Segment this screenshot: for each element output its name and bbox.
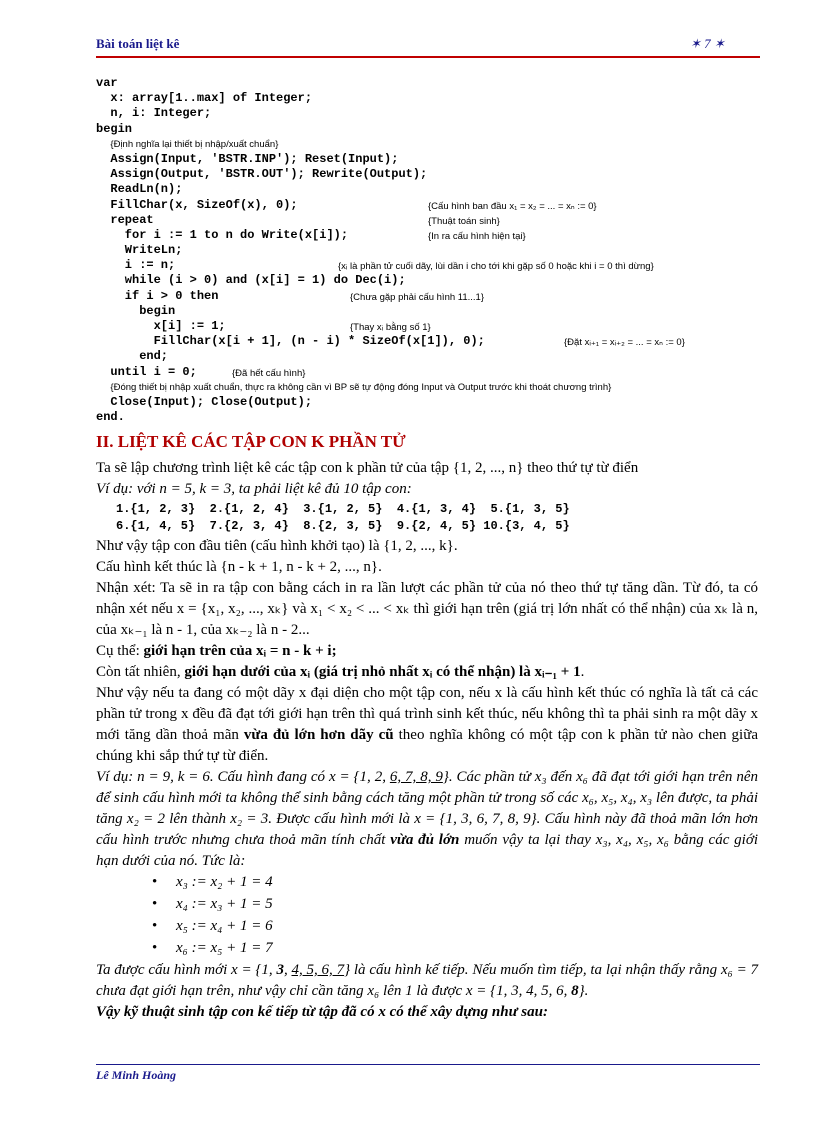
code-line <box>96 258 776 273</box>
text: muốn vậy ta lại thay x₃, x₄, x₅, x₆ bằng các giới hạn dưới của nó. Tức là: <box>96 832 759 869</box>
code-comment: {Định nghĩa lại thiết bị nhập/xuất chuẩn} <box>110 138 279 150</box>
paragraph: Vậy kỹ thuật sinh tập con kế tiếp từ tập đã có x có thể xây dựng như sau: <box>96 1004 548 1020</box>
section-title: II. LIỆT KÊ CÁC TẬP CON K PHẦN TỬ <box>96 432 406 451</box>
code-text: until i = 0; <box>96 364 197 379</box>
code-line <box>96 122 776 137</box>
underlined-text: 6, 7, 8, 9 <box>389 769 443 785</box>
code-text: for i := 1 to n do Write(x[i]); <box>96 227 349 242</box>
bold-text: giới hạn dưới của xᵢ (giá trị nhỏ nhất xᵢ có thể nhận) là xᵢ₋₁ + 1 <box>184 664 581 680</box>
example-intro: Ví dụ: với n = 5, k = 3, ta phải liệt kê đủ 10 tập con: <box>96 481 412 497</box>
text: theo nghĩa không có một tập con k phần tử nào chen giữa chúng khi sắp thứ tự từ điển. <box>96 727 758 764</box>
paragraph <box>96 767 758 872</box>
code-line <box>96 106 776 121</box>
code-comment: {Đã hết cấu hình} <box>232 367 306 379</box>
body-text <box>96 458 758 1023</box>
paragraph <box>96 683 758 767</box>
code-text: ReadLn(n); <box>96 182 183 197</box>
list-item: • x₃ := x₂ + 1 = 4 <box>176 872 758 894</box>
code-text: FillChar(x, SizeOf(x), 0); <box>96 197 298 212</box>
list-item: • x₅ := x₄ + 1 = 6 <box>176 916 758 938</box>
code-line <box>96 137 776 152</box>
paragraph: Cấu hình kết thúc là {n - k + 1, n - k + 2, ..., n}. <box>96 559 382 575</box>
code-comment: {Thuật toán sinh} <box>428 215 500 227</box>
code-text: n, i: Integer; <box>96 106 212 121</box>
bold-text: 3 <box>276 962 284 978</box>
code-comment: {xᵢ là phần tử cuối dãy, lùi dần i cho tới khi gặp số 0 hoặc khi i = 0 thì dừng} <box>338 261 654 273</box>
code-text <box>96 137 110 151</box>
paragraph: Như vậy tập con đầu tiên (cấu hình khởi tạo) là {1, 2, ..., k}. <box>96 538 458 554</box>
code-line <box>96 289 776 304</box>
paragraph <box>96 641 758 662</box>
code-text: var <box>96 76 118 90</box>
code-comment: {Đặt xᵢ₊₁ = xᵢ₊₂ = ... = xₙ := 0} <box>564 337 685 349</box>
code-text: begin <box>96 121 133 136</box>
footer-divider <box>96 1064 760 1065</box>
code-text: FillChar(x[i + 1], (n - i) * SizeOf(x[1]), 0); <box>96 334 485 349</box>
code-text: while (i > 0) and (x[i] = 1) do Dec(i); <box>96 273 406 288</box>
code-text: Assign(Input, 'BSTR.INP'); Reset(Input); <box>96 151 399 166</box>
code-line <box>96 243 776 258</box>
code-text: x[i] := 1; <box>96 319 226 333</box>
example-line: 1.{1, 2, 3} 2.{1, 2, 4} 3.{1, 2, 5} 4.{1, 3, 4} 5.{1, 3, 5} <box>116 502 570 516</box>
code-line <box>96 198 776 213</box>
code-text: repeat <box>96 212 154 227</box>
pascal-code-block <box>96 76 776 425</box>
text: . <box>580 664 585 680</box>
code-text: begin <box>96 303 176 318</box>
paragraph <box>96 960 758 1002</box>
text: Cụ thể: <box>96 643 144 659</box>
code-line <box>96 273 776 288</box>
code-comment: {Cấu hình ban đầu x₁ = x₂ = ... = xₙ := 0} <box>428 200 597 212</box>
bold-text: 8 <box>571 983 579 999</box>
paragraph: Ta sẽ lập chương trình liệt kê các tập con k phần tử của tập {1, 2, ..., n} theo thứ tự từ điển <box>96 460 639 476</box>
code-comment: {Đóng thiết bị nhập xuất chuẩn, thực ra không cần vì BP sẽ tự động đóng Input và Output trước khi thoát chương trình} <box>110 381 612 393</box>
code-text: if i > 0 then <box>96 288 219 303</box>
text: }. Các phần tử x₃ đến x₆ đã đạt tới giới hạn trên nên để sinh cấu hình mới ta không thể sinh bằng cách tăng một phần tử trong số các x₆, x₅, x₄, x₃ lên được, ta phải tăng x₂ = 2 lên thành x₂ = 3. Được cấu hình mới là x = {1, 3, 6, 7, 8, 9}. Cấu hình này đã thoả mãn lớn hơn cấu hình trước nhưng chưa thoả mãn tính chất <box>96 769 758 848</box>
code-line <box>96 228 776 243</box>
bullet-list <box>96 872 758 960</box>
code-line <box>96 213 776 228</box>
list-item: • x₆ := x₅ + 1 = 7 <box>176 938 758 960</box>
text: , <box>283 962 292 978</box>
text: Ví dụ: n = 9, k = 6. Cấu hình đang có x = {1, 2, <box>96 769 390 785</box>
text: Ta được cấu hình mới x = {1, <box>96 962 277 978</box>
text: Như vậy nếu ta đang có một dãy x đại diện cho một tập con, nếu x là cấu hình kết thúc có nghĩa là tất cả các phần tử trong x đều đã đạt tới giới hạn trên thì quá trình sinh kết thúc, nếu không thì ta phải sinh ra một dãy x mới tăng dần thoả mãn <box>96 685 758 743</box>
code-line <box>96 182 776 197</box>
code-comment: {Chưa gặp phải cấu hình 11...1} <box>350 291 485 303</box>
list-item: • x₄ := x₃ + 1 = 5 <box>176 894 758 916</box>
code-text <box>96 380 110 394</box>
code-line <box>96 167 776 182</box>
running-header-title: Bài toán liệt kê <box>96 36 180 51</box>
code-line <box>96 319 776 334</box>
bold-text: vừa đủ lớn hơn dãy cũ <box>243 727 394 743</box>
code-comment: {Thay xᵢ bằng số 1} <box>350 322 431 333</box>
code-comment: {In ra cấu hình hiện tại} <box>428 230 526 242</box>
text: }. <box>578 983 589 999</box>
bold-text: vừa đủ lớn <box>390 832 460 848</box>
code-line <box>96 334 776 349</box>
text: } là cấu hình kế tiếp. Nếu muốn tìm tiếp, ta lại nhận thấy rằng x₆ = 7 chưa đạt giới hạn trên, như vậy chỉ cần tăng x₆ lên 1 là được x = {1, 3, 4, 5, 6, <box>96 962 759 999</box>
code-line <box>96 304 776 319</box>
bold-text: giới hạn trên của xᵢ = n - k + i; <box>143 643 337 659</box>
code-line <box>96 365 776 380</box>
code-line <box>96 410 776 425</box>
paragraph: Nhận xét: Ta sẽ in ra tập con bằng cách in ra lần lượt các phần tử của nó theo thứ tự tăng dần. Từ đó, ta có nhận xét nếu x = {x₁, x₂, ..., xₖ} và x₁ < x₂ < ... < xₖ thì giới hạn trên (giá trị lớn nhất có thể nhận) của xₖ là n, của xₖ₋₁ là n - 1, của xₖ₋₂ là n - 2... <box>96 580 758 638</box>
underlined-text: 4, 5, 6, 7 <box>291 962 345 978</box>
code-text: Close(Input); Close(Output); <box>96 394 313 409</box>
example-line: 6.{1, 4, 5} 7.{2, 3, 4} 8.{2, 3, 5} 9.{2, 4, 5} 10.{3, 4, 5} <box>116 519 570 533</box>
code-text: end. <box>96 410 125 425</box>
code-text: WriteLn; <box>96 243 183 258</box>
page-number: ✶ 7 ✶ <box>690 36 725 51</box>
code-line <box>96 91 776 106</box>
header-divider <box>96 56 760 58</box>
code-text: x: array[1..max] of Integer; <box>96 91 313 106</box>
code-line <box>96 349 776 364</box>
code-text: end; <box>96 349 169 364</box>
code-text: i := n; <box>96 258 176 273</box>
code-line <box>96 395 776 410</box>
code-line <box>96 152 776 167</box>
footer-author: Lê Minh Hoàng <box>96 1068 177 1082</box>
code-text: Assign(Output, 'BSTR.OUT'); Rewrite(Output); <box>96 167 428 182</box>
text: Còn tất nhiên, <box>96 664 185 680</box>
code-line <box>96 380 776 395</box>
paragraph <box>96 662 758 683</box>
code-line <box>96 76 776 91</box>
